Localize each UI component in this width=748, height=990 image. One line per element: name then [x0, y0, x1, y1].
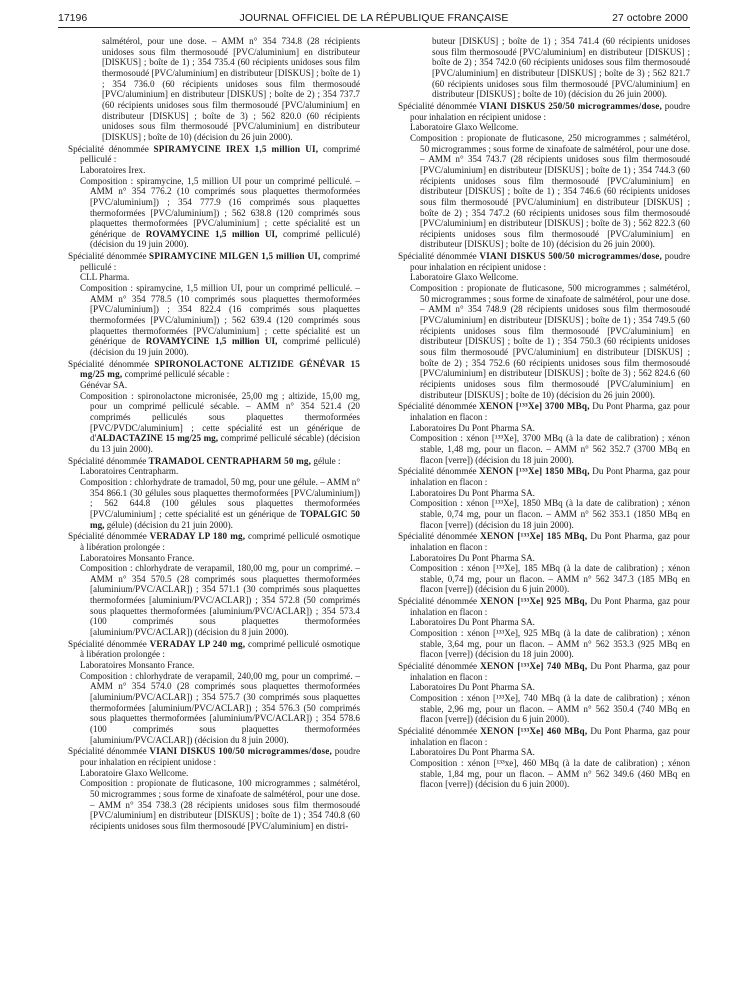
composition: Composition : xénon [¹³³Xe], 3700 MBq (à la date de calibration) ; xénon stable, 1,48 mg, pour un flacon. – AMM n° 562 352.7 (3700 MBq en flacon [verre]) (décision du 18 juin 2000). — [410, 433, 690, 465]
specialty-name: XENON [¹³³Xe] 460 MBq, — [480, 726, 588, 736]
heading-prefix: Spécialité dénommée — [398, 661, 478, 672]
left-column — [58, 36, 360, 832]
publication-date: 27 octobre 2000 — [612, 12, 688, 24]
heading-prefix: Spécialité dénommée — [398, 251, 477, 262]
laboratory: CLL Pharma. — [80, 272, 130, 283]
reference-drug: TOPALGIC 50 mg, — [90, 508, 360, 530]
specialty-name: VERADAY LP 240 mg, — [149, 638, 246, 649]
composition — [58, 283, 360, 358]
composition-end: comprimé pelliculé sécable) (décision du 13 juin 2000). — [90, 433, 361, 454]
specialty-form: gélule : — [313, 455, 341, 466]
specialty-name: VIANI DISKUS 500/50 microgrammes/dose, — [479, 251, 662, 262]
right-column — [388, 36, 690, 790]
heading-prefix: Spécialité dénommée — [68, 531, 147, 542]
specialty-heading — [388, 726, 690, 747]
specialty-form: Du Pont Pharma, gaz pour inhalation en flacon : — [410, 726, 691, 747]
specialty-heading — [388, 531, 690, 552]
reference-drug: ROVAMYCINE 1,5 million UI, — [145, 228, 278, 239]
composition: Composition : xénon [¹³³Xe], 1850 MBq (à la date de calibration) ; xénon stable, 0,74 mg, pour un flacon. – AMM n° 562 353.1 (1850 MBq en flacon [verre]) (décision du 18 juin 2000). — [410, 498, 690, 530]
specialty-heading — [58, 746, 360, 767]
laboratory: Laboratoires Irex. — [80, 164, 146, 175]
laboratory: Génévar SA. — [80, 380, 128, 390]
composition — [58, 391, 360, 455]
heading-prefix: Spécialité dénommée — [68, 143, 149, 154]
composition-text: Composition : spironolactone micronisée, 25,00 mg ; altizide, 15,00 mg, pour un comprimé pelliculé sécable. – AMM n° 354 521.4 (20 comprimés pelliculés sous plaquettes thermoformées [PVC/PVDC/aluminium] ; cette spécialité est un générique de d' — [80, 390, 360, 444]
specialty-form: poudre pour inhalation en récipient unidose : — [410, 251, 691, 272]
heading-prefix: Spécialité dénommée — [398, 726, 478, 736]
specialty-heading — [388, 401, 690, 422]
specialty-name: XENON [¹³³Xe] 1850 MBq, — [479, 466, 590, 477]
continuation-text: buteur [DISKUS] ; boîte de 1) ; 354 741.4 (60 récipients unidoses sous film thermosoudé [PVC/aluminium] en distributeur [DISKUS] ; boîte de 2) ; 354 742.0 (60 récipients unidoses sous film thermosoudé [PVC/aluminium] en distributeur [DISKUS] ; boîte de 3) ; 562 821.7 (60 récipients unidoses sous film thermosoudé [PVC/aluminium] en distributeur [DISKUS] ; boîte de 10) (décision du 26 juin 2000). — [432, 36, 690, 100]
page-header — [0, 9, 748, 29]
specialty-heading — [58, 359, 360, 380]
heading-prefix: Spécialité dénommée — [398, 401, 477, 412]
heading-prefix: Spécialité dénommée — [398, 596, 478, 607]
composition-end: gélule) (décision du 21 juin 2000). — [106, 519, 233, 530]
laboratory: Laboratoires Du Pont Pharma SA. — [410, 747, 535, 758]
specialty-form: Du Pont Pharma, gaz pour inhalation en flacon : — [410, 401, 690, 422]
composition: Composition : propionate de fluticasone, 100 microgrammes ; salmétérol, 50 microgrammes ; sous forme de xinafoate de salmétérol, pour une dose. – AMM n° 354 738.3 (28 récipients unidoses sous film thermosoudé [PVC/aluminium] en distributeur [DISKUS] ; boîte de 1) ; 354 740.8 (60 récipients unidoses sous film thermosoudé [PVC/aluminium] en distri- — [80, 778, 360, 831]
composition: Composition : xénon [¹³³xe], 460 MBq (à la date de calibration) ; xénon stable, 1,84 mg, pour un flacon. – AMM n° 562 349.6 (460 MBq en flacon [verre]) (décision du 6 juin 2000). — [410, 757, 690, 790]
laboratory: Laboratoires Centrapharm. — [80, 466, 179, 477]
specialty-form: comprimé pelliculé osmotique à libération prolongée : — [80, 638, 361, 660]
laboratory: Laboratoires Du Pont Pharma SA. — [410, 422, 535, 433]
specialty-heading — [388, 661, 690, 682]
composition-end: comprimé pelliculé) (décision du 19 juin 2000). — [90, 336, 361, 358]
composition — [58, 477, 360, 530]
composition: Composition : propionate de fluticasone, 250 microgrammes ; salmétérol, 50 microgrammes ; sous forme de xinafoate de salmétérol, pour une dose. – AMM n° 354 743.7 (28 récipients unidoses sous film thermosoudé [PVC/aluminium] en distributeur [DISKUS] ; boîte de 1) ; 354 744.3 (60 récipients unidoses sous film thermosoudé [PVC/aluminium] en distributeur [DISKUS] ; boîte de 1) ; 354 746.6 (60 récipients unidoses sous film thermosoudé [PVC/aluminium] en distributeur [DISKUS] ; boîte de 2) ; 354 747.2 (60 récipients unidoses sous film thermosoudé [PVC/aluminium] en distributeur [DISKUS] ; boîte de 3) ; 562 822.3 (60 récipients unidoses sous film thermosoudé [PVC/aluminium] en distributeur [DISKUS] ; boîte de 10) (décision du 26 juin 2000). — [410, 132, 690, 250]
laboratory: Laboratoires Monsanto France. — [80, 552, 195, 563]
specialty-form: Du Pont Pharma, gaz pour inhalation en flacon : — [410, 596, 691, 617]
heading-prefix: Spécialité dénommée — [68, 251, 147, 262]
composition: Composition : propionate de fluticasone, 500 microgrammes ; salmétérol, 50 microgrammes ; sous forme de xinafoate de salmétérol, pour une dose. – AMM n° 354 748.9 (28 récipients unidoses sous film thermosoudé [PVC/aluminium] en distributeur [DISKUS] ; boîte de 1) ; 354 749.5 (60 récipients unidoses sous film thermosoudé [PVC/aluminium] en distributeur [DISKUS] ; boîte de 1) ; 354 750.3 (60 récipients unidoses sous film thermosoudé [PVC/aluminium] en distributeur [DISKUS] ; boîte de 2) ; 354 752.6 (60 récipients unidoses sous film thermosoudé [PVC/aluminium] en distributeur [DISKUS] ; boîte de 3) ; 562 824.6 (60 récipients unidoses sous film thermosoudé [PVC/aluminium] en distributeur [DISKUS] ; boîte de 10) (décision du 26 juin 2000). — [410, 283, 690, 400]
specialty-form: Du Pont Pharma, gaz pour inhalation en flacon : — [410, 661, 691, 682]
journal-title: JOURNAL OFFICIEL DE LA RÉPUBLIQUE FRANÇAISE — [239, 12, 509, 24]
header-rule — [58, 27, 690, 28]
specialty-name: SPIRONOLACTONE ALTIZIDE GÉNÉVAR 15 mg/25 mg, — [80, 358, 360, 380]
composition: Composition : chlorhydrate de verapamil, 180,00 mg, pour un comprimé. – AMM n° 354 570.5 (28 comprimés sous plaquettes thermoformées [aluminium/PVC/ACLAR]) ; 354 571.1 (30 comprimés sous plaquettes thermoformées [aluminium/PVC/ACLAR]) ; 354 572.8 (50 comprimés sous plaquettes thermoformées [aluminium/PVC/ACLAR]) ; 354 573.4 (100 comprimés sous plaquettes thermoformées [aluminium/PVC/ACLAR]) (décision du 8 juin 2000). — [80, 563, 360, 638]
heading-prefix: Spécialité dénommée — [68, 638, 147, 649]
laboratory: Laboratoire Glaxo Wellcome. — [410, 272, 519, 283]
specialty-form: Du Pont Pharma, gaz pour inhalation en flacon : — [410, 531, 691, 552]
continuation-text: salmétérol, pour une dose. – AMM n° 354 734.8 (28 récipients unidoses sous film thermosoudé [PVC/aluminium] en distributeur [DISKUS] ; boîte de 1) ; 354 735.4 (60 récipients unidoses sous film thermosoudé [PVC/aluminium] en distributeur [DISKUS] ; boîte de 1) ; 354 736.0 (60 récipients unidoses sous film thermosoudé [PVC/aluminium] en distributeur [DISKUS] ; boîte de 2) ; 354 737.7 (60 récipients unidoses sous film thermosoudé [PVC/aluminium] en distributeur [DISKUS] ; boîte de 3) ; 562 820.0 (60 récipients unidoses sous film thermosoudé [PVC/aluminium] en distributeur [DISKUS] ; boîte de 10) (décision du 26 juin 2000). — [102, 36, 360, 142]
laboratory: Laboratoires Du Pont Pharma SA. — [410, 682, 535, 693]
composition: Composition : xénon [¹³³Xe], 740 MBq (à la date de calibration) ; xénon stable, 2,96 mg, pour un flacon. – AMM n° 562 350.4 (740 MBq en flacon [verre]) (décision du 6 juin 2000). — [410, 693, 690, 725]
specialty-name: XENON [¹³³Xe] 185 MBq, — [480, 531, 588, 542]
composition: Composition : chlorhydrate de verapamil, 240,00 mg, pour un comprimé. – AMM n° 354 574.0 (28 comprimés sous plaquettes thermoformées [aluminium/PVC/ACLAR]) ; 354 575.7 (30 comprimés sous plaquettes thermoformées [aluminium/PVC/ACLAR]) ; 354 576.3 (50 comprimés sous plaquettes thermoformées [aluminium/PVC/ACLAR]) ; 354 578.6 (100 comprimés sous plaquettes thermoformées [aluminium/PVC/ACLAR]) (décision du 8 juin 2000). — [80, 670, 360, 745]
specialty-heading — [58, 456, 360, 467]
composition: Composition : xénon [¹³³Xe], 185 MBq (à la date de calibration) ; xénon stable, 0,74 mg, pour un flacon. – AMM n° 562 347.3 (185 MBq en flacon [verre]) (décision du 6 juin 2000). — [410, 563, 690, 595]
specialty-heading — [58, 251, 360, 272]
laboratory: Laboratoires Du Pont Pharma SA. — [410, 487, 535, 498]
laboratory: Laboratoires Monsanto France. — [80, 660, 195, 671]
composition-text: Composition : chlorhydrate de tramadol, 50 mg, pour une gélule. – AMM n° 354 866.1 (30 gélules sous plaquettes thermoformées [PVC/aluminium]) ; 562 644.8 (100 gélules sous plaquettes thermoformées [PVC/aluminium] ; cette spécialité est un générique de — [80, 476, 360, 519]
specialty-form: comprimé pelliculé osmotique à libération prolongée : — [80, 531, 361, 552]
specialty-name: VIANI DISKUS 100/50 microgrammes/dose, — [149, 746, 332, 757]
reference-drug: ALDACTAZINE 15 mg/25 mg, — [96, 433, 219, 444]
heading-prefix: Spécialité dénommée — [398, 100, 477, 111]
specialty-heading — [388, 101, 690, 122]
specialty-name: XENON [¹³³Xe] 925 MBq, — [480, 596, 588, 607]
specialty-name: XENON [¹³³Xe] 740 MBq, — [480, 661, 588, 672]
composition-text: Composition : spiramycine, 1,5 million UI, pour un comprimé pelliculé. – AMM n° 354 778.5 (10 comprimés sous plaquettes thermoformées [PVC/aluminium]) ; 354 822.4 (16 comprimés sous plaquettes thermoformées [PVC/aluminium]) ; 562 639.4 (120 comprimés sous plaquettes thermoformées [PVC/aluminium] ; cette spécialité est un générique de — [80, 283, 360, 347]
specialty-heading — [58, 639, 360, 660]
specialty-name: VERADAY LP 180 mg, — [149, 531, 246, 542]
specialty-form: comprimé pelliculé sécable : — [124, 369, 230, 380]
laboratory: Laboratoires Du Pont Pharma SA. — [410, 552, 535, 563]
specialty-form: poudre pour inhalation en récipient unidose : — [80, 746, 361, 767]
composition — [58, 176, 360, 251]
page-number: 17196 — [58, 12, 88, 24]
specialty-name: VIANI DISKUS 250/50 microgrammes/dose, — [479, 100, 662, 111]
specialty-form: poudre pour inhalation en récipient unidose : — [410, 100, 691, 122]
composition-end: comprimé pelliculé) (décision du 19 juin 2000). — [90, 228, 361, 250]
heading-prefix: Spécialité dénommée — [398, 466, 477, 477]
laboratory: Laboratoires Du Pont Pharma SA. — [410, 617, 535, 628]
reference-drug: ROVAMYCINE 1,5 million UI, — [145, 336, 278, 347]
specialty-name: SPIRAMYCINE MILGEN 1,5 million UI, — [149, 251, 321, 262]
specialty-form: comprimé pelliculé : — [80, 143, 361, 165]
laboratory: Laboratoire Glaxo Wellcome. — [80, 767, 189, 778]
specialty-heading — [388, 466, 690, 487]
laboratory: Laboratoire Glaxo Wellcome. — [410, 122, 519, 133]
heading-prefix: Spécialité dénommée — [68, 358, 150, 369]
heading-prefix: Spécialité dénommée — [68, 455, 147, 466]
specialty-name: SPIRAMYCINE IREX 1,5 million UI, — [153, 143, 319, 154]
specialty-name: XENON [¹³³Xe] 3700 MBq, — [479, 401, 590, 412]
specialty-heading — [388, 596, 690, 617]
specialty-name: TRAMADOL CENTRAPHARM 50 mg, — [148, 455, 312, 466]
specialty-heading — [388, 251, 690, 272]
specialty-heading — [58, 144, 360, 165]
specialty-form: comprimé pelliculé : — [80, 251, 361, 272]
heading-prefix: Spécialité dénommée — [398, 531, 478, 542]
specialty-heading — [58, 531, 360, 552]
composition-text: Composition : spiramycine, 1,5 million UI pour un comprimé pelliculé. – AMM n° 354 776.2 (10 comprimés sous plaquettes thermoformées [PVC/aluminium]) ; 354 777.9 (16 comprimés sous plaquettes thermoformées [PVC/aluminium]) ; 562 638.8 (120 comprimés sous plaquettes thermoformées [PVC/aluminium] ; cette spécialité est un générique de — [80, 175, 360, 239]
composition: Composition : xénon [¹³³Xe], 925 MBq (à la date de calibration) ; xénon stable, 3,64 mg, pour un flacon. – AMM n° 562 353.3 (925 MBq en flacon [verre]) (décision du 18 juin 2000). — [410, 628, 690, 660]
heading-prefix: Spécialité dénommée — [68, 746, 147, 757]
specialty-form: Du Pont Pharma, gaz pour inhalation en flacon : — [410, 466, 690, 487]
